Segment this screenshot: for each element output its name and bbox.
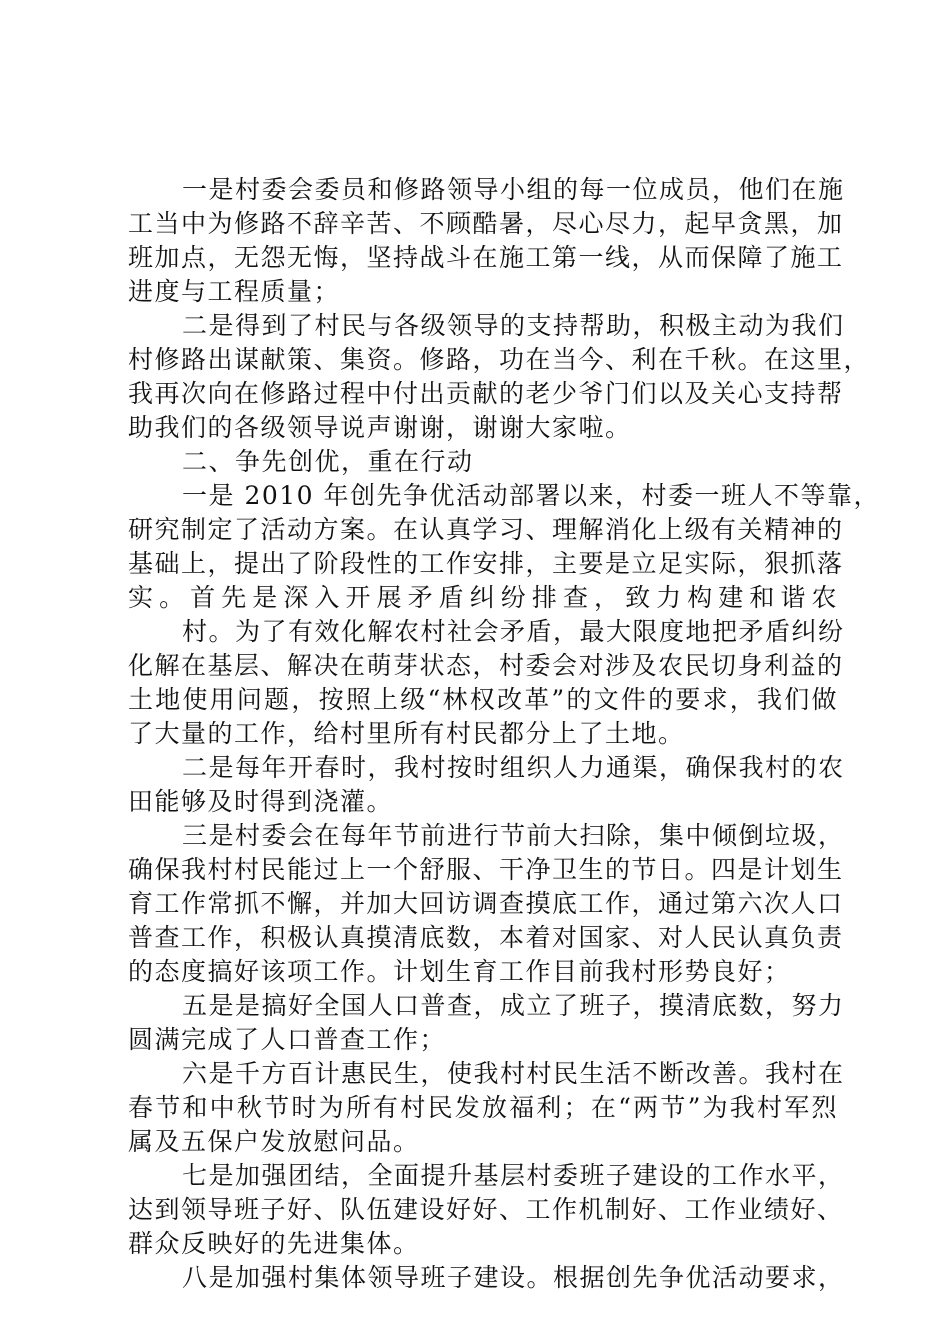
text-line: 我再次向在修路过程中付出贡献的老少爷门们以及关心支持帮 bbox=[128, 379, 844, 408]
text-line: 村。为了有效化解农村社会矛盾，最大限度地把矛盾纠纷 bbox=[182, 617, 845, 646]
text-line: 化解在基层、解决在萌芽状态，村委会对涉及农民切身利益的 bbox=[128, 651, 844, 680]
text-line: 工当中为修路不辞辛苦、不顾酷暑，尽心尽力，起早贪黑，加 bbox=[128, 209, 844, 238]
text-line: 二是每年开春时，我村按时组织人力通渠，确保我村的农 bbox=[182, 753, 845, 782]
text-line: 实。首先是深入开展矛盾纠纷排查，致力构建和谐农 bbox=[128, 583, 838, 612]
text-line: 二是得到了村民与各级领导的支持帮助，积极主动为我们 bbox=[182, 311, 845, 340]
text-line: 了大量的工作，给村里所有村民都分上了土地。 bbox=[128, 719, 685, 748]
text-line: 春节和中秋节时为所有村民发放福利；在“两节”为我村军烈 bbox=[128, 1093, 838, 1122]
text-line: 二、争先创优，重在行动 bbox=[182, 447, 474, 476]
text-line: 基础上，提出了阶段性的工作安排，主要是立足实际，狠抓落 bbox=[128, 549, 844, 578]
text-line: 土地使用问题，按照上级“林权改革”的文件的要求，我们做 bbox=[128, 685, 838, 714]
text-line: 研究制定了活动方案。在认真学习、理解消化上级有关精神的 bbox=[128, 515, 844, 544]
document-body bbox=[128, 173, 881, 1295]
paragraph bbox=[128, 1261, 845, 1295]
paragraph bbox=[128, 173, 845, 309]
text-line: 田能够及时得到浇灌。 bbox=[128, 787, 394, 816]
text-line: 助我们的各级领导说声谢谢，谢谢大家啦。 bbox=[128, 413, 632, 442]
text-line: 六是千方百计惠民生，使我村村民生活不断改善。我村在 bbox=[182, 1059, 845, 1088]
text-line: 确保我村村民能过上一个舒服、干净卫生的节日。四是计划生 bbox=[128, 855, 844, 884]
text-line: 三是村委会在每年节前进行节前大扫除，集中倾倒垃圾， bbox=[182, 821, 845, 850]
text-line: 育工作常抓不懈，并加大回访调查摸底工作，通过第六次人口 bbox=[128, 889, 844, 918]
text-line: 群众反映好的先进集体。 bbox=[128, 1229, 420, 1258]
paragraph bbox=[128, 445, 838, 479]
paragraph bbox=[128, 615, 845, 751]
text-line: 的态度搞好该项工作。计划生育工作目前我村形势良好； bbox=[128, 957, 791, 986]
paragraph bbox=[128, 479, 881, 615]
text-line: 七是加强团结，全面提升基层村委班子建设的工作水平， bbox=[182, 1161, 845, 1190]
text-line: 一是 2010 年创先争优活动部署以来，村委一班人不等靠， bbox=[182, 481, 881, 510]
text-line: 普查工作，积极认真摸清底数，本着对国家、对人民认真负责 bbox=[128, 923, 844, 952]
text-line: 圆满完成了人口普查工作； bbox=[128, 1025, 447, 1054]
text-line: 村修路出谋献策、集资。修路，功在当今、利在千秋。在这里， bbox=[128, 345, 871, 374]
paragraph bbox=[128, 989, 845, 1057]
text-line: 五是是搞好全国人口普查，成立了班子，摸清底数，努力 bbox=[182, 991, 845, 1020]
paragraph bbox=[128, 1057, 845, 1159]
text-line: 属及五保户发放慰问品。 bbox=[128, 1127, 420, 1156]
text-line: 一是村委会委员和修路领导小组的每一位成员，他们在施 bbox=[182, 175, 845, 204]
paragraph bbox=[128, 309, 871, 445]
text-line: 进度与工程质量； bbox=[128, 277, 341, 306]
text-line: 班加点，无怨无悔，坚持战斗在施工第一线，从而保障了施工 bbox=[128, 243, 844, 272]
paragraph bbox=[128, 1159, 845, 1261]
paragraph bbox=[128, 751, 845, 819]
paragraph bbox=[128, 819, 845, 989]
text-line: 达到领导班子好、队伍建设好好、工作机制好、工作业绩好、 bbox=[128, 1195, 844, 1224]
text-line: 八是加强村集体领导班子建设。根据创先争优活动要求， bbox=[182, 1263, 845, 1292]
